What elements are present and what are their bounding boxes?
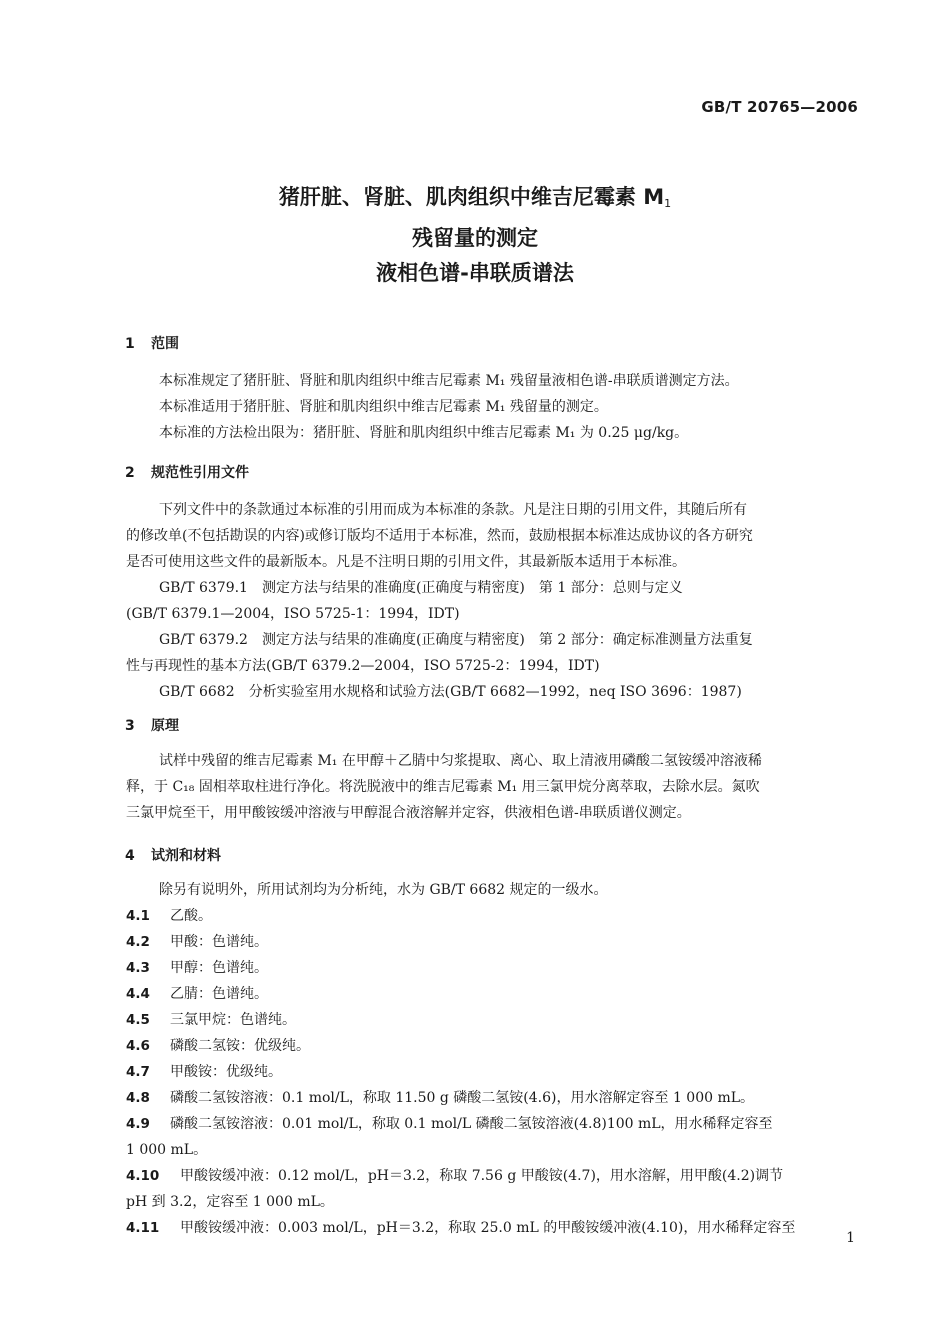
title-line-2: 残留量的测定	[412, 226, 538, 250]
reference-1-line-1: GB/T 6379.1 测定方法与结果的准确度(正确度与精密度) 第 1 部分：总则与定义	[159, 580, 683, 596]
section-4-intro	[126, 877, 859, 903]
reference-1-line-2: (GB/T 6379.1—2004，ISO 5725-1：1994，IDT)	[126, 606, 460, 622]
reagent-item: 4.2 甲酸：色谱纯。	[126, 934, 268, 950]
section-3-heading: 3 原理	[125, 718, 179, 734]
section-1-body	[126, 368, 859, 446]
reagent-item: 4.1 乙酸。	[126, 908, 212, 924]
principle-line-2: 释，于 C₁₈ 固相萃取柱进行净化。将洗脱液中的维吉尼霉素 M₁ 用三氯甲烷分离萃取，去除水层。氮吹	[126, 779, 760, 795]
scope-para-2: 本标准适用于猪肝脏、肾脏和肌肉组织中维吉尼霉素 M₁ 残留量的测定。	[159, 399, 608, 415]
reference-2-line-2: 性与再现性的基本方法(GB/T 6379.2—2004，ISO 5725-2：1994，IDT)	[126, 658, 600, 674]
reagent-item: 4.5 三氯甲烷：色谱纯。	[126, 1012, 296, 1028]
reagent-item: 4.9 磷酸二氢铵溶液：0.01 mol/L，称取 0.1 mol/L 磷酸二氢铵溶液(4.8)100 mL，用水稀释定容至	[126, 1116, 773, 1132]
title-line-1: 猪肝脏、肾脏、肌肉组织中维吉尼霉素 $M_1$	[278, 185, 672, 210]
reagents-intro: 除另有说明外，所用试剂均为分析纯，水为 GB/T 6682 规定的一级水。	[159, 882, 608, 898]
reagent-item-continuation: pH 到 3.2，定容至 1 000 mL。	[126, 1194, 334, 1210]
standard-code: GB/T 20765—2006	[701, 98, 858, 116]
scope-para-3: 本标准的方法检出限为：猪肝脏、肾脏和肌肉组织中维吉尼霉素 M₁ 为 0.25 μg/kg。	[159, 425, 689, 441]
reagent-item: 4.7 甲酸铵：优级纯。	[126, 1064, 282, 1080]
principle-line-3: 三氯甲烷至干，用甲酸铵缓冲溶液与甲醇混合液溶解并定容，供液相色谱-串联质谱仪测定。	[126, 805, 691, 821]
reagent-item: 4.11 甲酸铵缓冲液：0.003 mol/L，pH＝3.2，称取 25.0 mL 的甲酸铵缓冲液(4.10)，用水稀释定容至	[126, 1220, 796, 1236]
reagent-item: 4.10 甲酸铵缓冲液：0.12 mol/L，pH＝3.2，称取 7.56 g 甲酸铵(4.7)，用水溶解，用甲酸(4.2)调节	[126, 1168, 784, 1184]
section-2-heading: 2 规范性引用文件	[125, 465, 249, 481]
page-number: 1	[846, 1230, 855, 1246]
reagent-item: 4.8 磷酸二氢铵溶液：0.1 mol/L，称取 11.50 g 磷酸二氢铵(4.6)，用水溶解定容至 1 000 mL。	[126, 1090, 755, 1106]
section-2-body	[126, 497, 859, 705]
reference-3: GB/T 6682 分析实验室用水规格和试验方法(GB/T 6682—1992，neq ISO 3696：1987)	[159, 684, 742, 700]
title-line-3: 液相色谱-串联质谱法	[376, 261, 574, 285]
reagent-item-continuation: 1 000 mL。	[126, 1142, 208, 1158]
principle-line-1: 试样中残留的维吉尼霉素 M₁ 在甲醇＋乙腈中匀浆提取、离心、取上清液用磷酸二氢铵缓冲溶液稀	[159, 753, 762, 769]
reagent-item: 4.3 甲醇：色谱纯。	[126, 960, 268, 976]
scope-para-1: 本标准规定了猪肝脏、肾脏和肌肉组织中维吉尼霉素 M₁ 残留量液相色谱-串联质谱测定方法。	[159, 373, 739, 389]
reagent-item: 4.6 磷酸二氢铵：优级纯。	[126, 1038, 310, 1054]
document-title	[0, 180, 950, 291]
section-4-heading: 4 试剂和材料	[125, 848, 221, 864]
refs-intro-line-3: 是否可使用这些文件的最新版本。凡是不注明日期的引用文件，其最新版本适用于本标准。	[126, 554, 686, 570]
reagent-item: 4.4 乙腈：色谱纯。	[126, 986, 268, 1002]
section-3-body	[126, 748, 859, 826]
reference-2-line-1: GB/T 6379.2 测定方法与结果的准确度(正确度与精密度) 第 2 部分：确定标准测量方法重复	[159, 632, 753, 648]
refs-intro-line-1: 下列文件中的条款通过本标准的引用而成为本标准的条款。凡是注日期的引用文件，其随后所有	[159, 502, 747, 518]
section-1-heading: 1 范围	[125, 336, 179, 352]
refs-intro-line-2: 的修改单(不包括勘误的内容)或修订版均不适用于本标准，然而，鼓励根据本标准达成协议的各方研究	[126, 528, 753, 544]
